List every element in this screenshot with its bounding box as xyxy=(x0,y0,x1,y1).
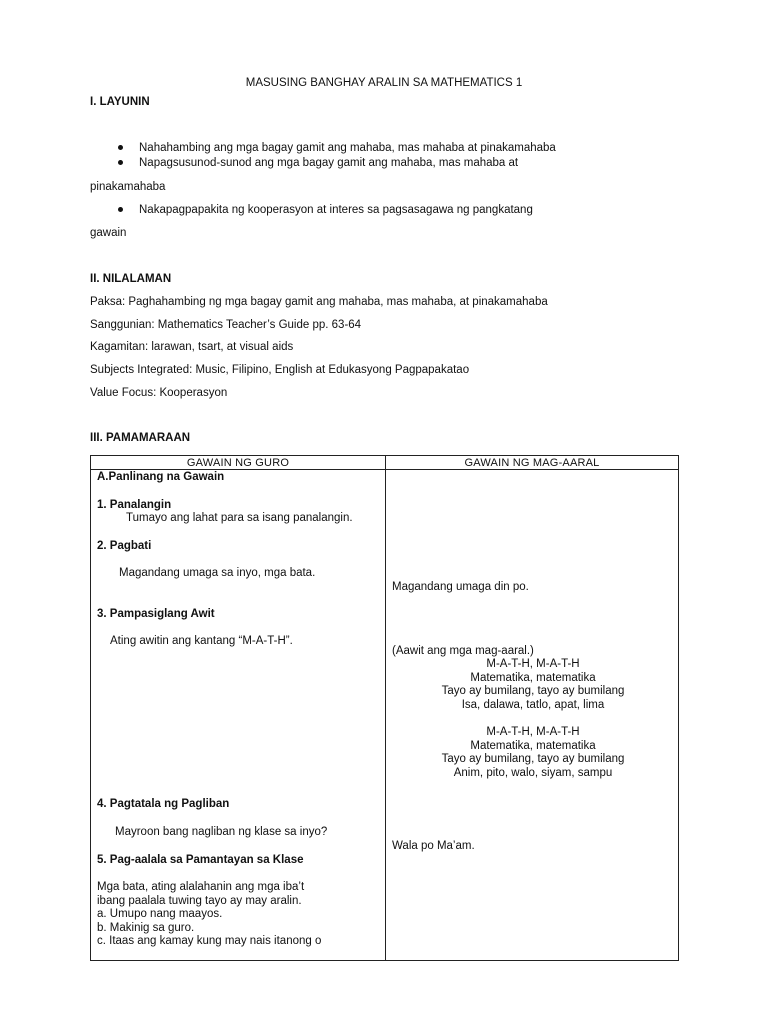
table-header-row xyxy=(91,456,679,470)
pamantayan-item-b: b. Makinig sa guro. xyxy=(97,922,195,934)
objective-3-continued: gawain xyxy=(90,227,127,239)
magaaral-cell xyxy=(386,470,679,961)
song-line: Isa, dalawa, tatlo, apat, lima xyxy=(461,699,605,711)
pagliban-reply: Wala po Ma’am. xyxy=(392,840,475,852)
objective-3: Nakapagpapakita ng kooperasyon at interes sa pagsasagawa ng pangkatang xyxy=(139,204,533,216)
song-line: Anim, pito, walo, siyam, sampu xyxy=(453,767,613,779)
pagbati-reply: Magandang umaga din po. xyxy=(392,581,529,593)
awit-text: Ating awitin ang kantang “M-A-T-H”. xyxy=(110,635,293,647)
pagliban-heading: 4. Pagtatala ng Pagliban xyxy=(97,798,230,810)
document-title: MASUSING BANGHAY ARALIN SA MATHEMATICS 1 xyxy=(245,77,523,89)
pagliban-text: Mayroon bang nagliban ng klase sa inyo? xyxy=(115,826,328,838)
song-line: Tayo ay bumilang, tayo ay bumilang xyxy=(441,685,625,697)
awit-intro: (Aawit ang mga mag-aaral.) xyxy=(392,645,534,657)
pamantayan-line-1: Mga bata, ating alalahanin ang mga iba’t xyxy=(97,881,305,893)
bullet-icon xyxy=(118,145,123,150)
section-heading-layunin: I. LAYUNIN xyxy=(90,96,150,108)
subjects-integrated-line: Subjects Integrated: Music, Filipino, English at Edukasyong Pagpapakatao xyxy=(90,364,470,376)
pamantayan-item-a: a. Umupo nang maayos. xyxy=(97,908,223,920)
value-focus-line: Value Focus: Kooperasyon xyxy=(90,387,228,399)
song-line: M-A-T-H, M-A-T-H xyxy=(486,658,580,670)
section-heading-pamamaraan: III. PAMAMARAAN xyxy=(90,432,191,444)
lesson-procedure-table xyxy=(90,455,679,961)
sanggunian-line: Sanggunian: Mathematics Teacher’s Guide pp. 63-64 xyxy=(90,319,362,331)
bullet-icon xyxy=(118,207,123,212)
pagbati-text: Magandang umaga sa inyo, mga bata. xyxy=(119,567,316,579)
song-line: Tayo ay bumilang, tayo ay bumilang xyxy=(441,753,625,765)
panalangin-heading: 1. Panalangin xyxy=(97,499,172,511)
bullet-icon xyxy=(118,160,123,165)
objective-2-continued: pinakamahaba xyxy=(90,181,166,193)
pamantayan-item-c: c. Itaas ang kamay kung may nais itanong o xyxy=(97,935,322,947)
objective-1: Nahahambing ang mga bagay gamit ang mahaba, mas mahaba at pinakamahaba xyxy=(139,142,556,154)
column-header-magaaral: GAWAIN NG MAG-AARAL xyxy=(386,456,679,470)
column-header-guro: GAWAIN NG GURO xyxy=(91,456,386,470)
section-heading-nilalaman: II. NILALAMAN xyxy=(90,273,172,285)
pamantayan-heading: 5. Pag-aalala sa Pamantayan sa Klase xyxy=(97,854,304,866)
pamantayan-line-2: ibang paalala tuwing tayo ay may aralin. xyxy=(97,895,302,907)
pagbati-heading: 2. Pagbati xyxy=(97,540,152,552)
table-row xyxy=(91,470,679,961)
objective-2: Napagsusunod-sunod ang mga bagay gamit ang mahaba, mas mahaba at xyxy=(139,157,519,169)
paksa-line: Paksa: Paghahambing ng mga bagay gamit ang mahaba, mas mahaba, at pinakamahaba xyxy=(90,296,548,308)
awit-heading: 3. Pampasiglang Awit xyxy=(97,608,215,620)
panlinang-heading: A.Panlinang na Gawain xyxy=(97,471,225,483)
song-line: M-A-T-H, M-A-T-H xyxy=(486,726,580,738)
song-line: Matematika, matematika xyxy=(470,740,596,752)
song-line: Matematika, matematika xyxy=(470,672,596,684)
guro-cell xyxy=(91,470,386,961)
panalangin-text: Tumayo ang lahat para sa isang panalangin. xyxy=(126,512,353,524)
kagamitan-line: Kagamitan: larawan, tsart, at visual aids xyxy=(90,341,294,353)
